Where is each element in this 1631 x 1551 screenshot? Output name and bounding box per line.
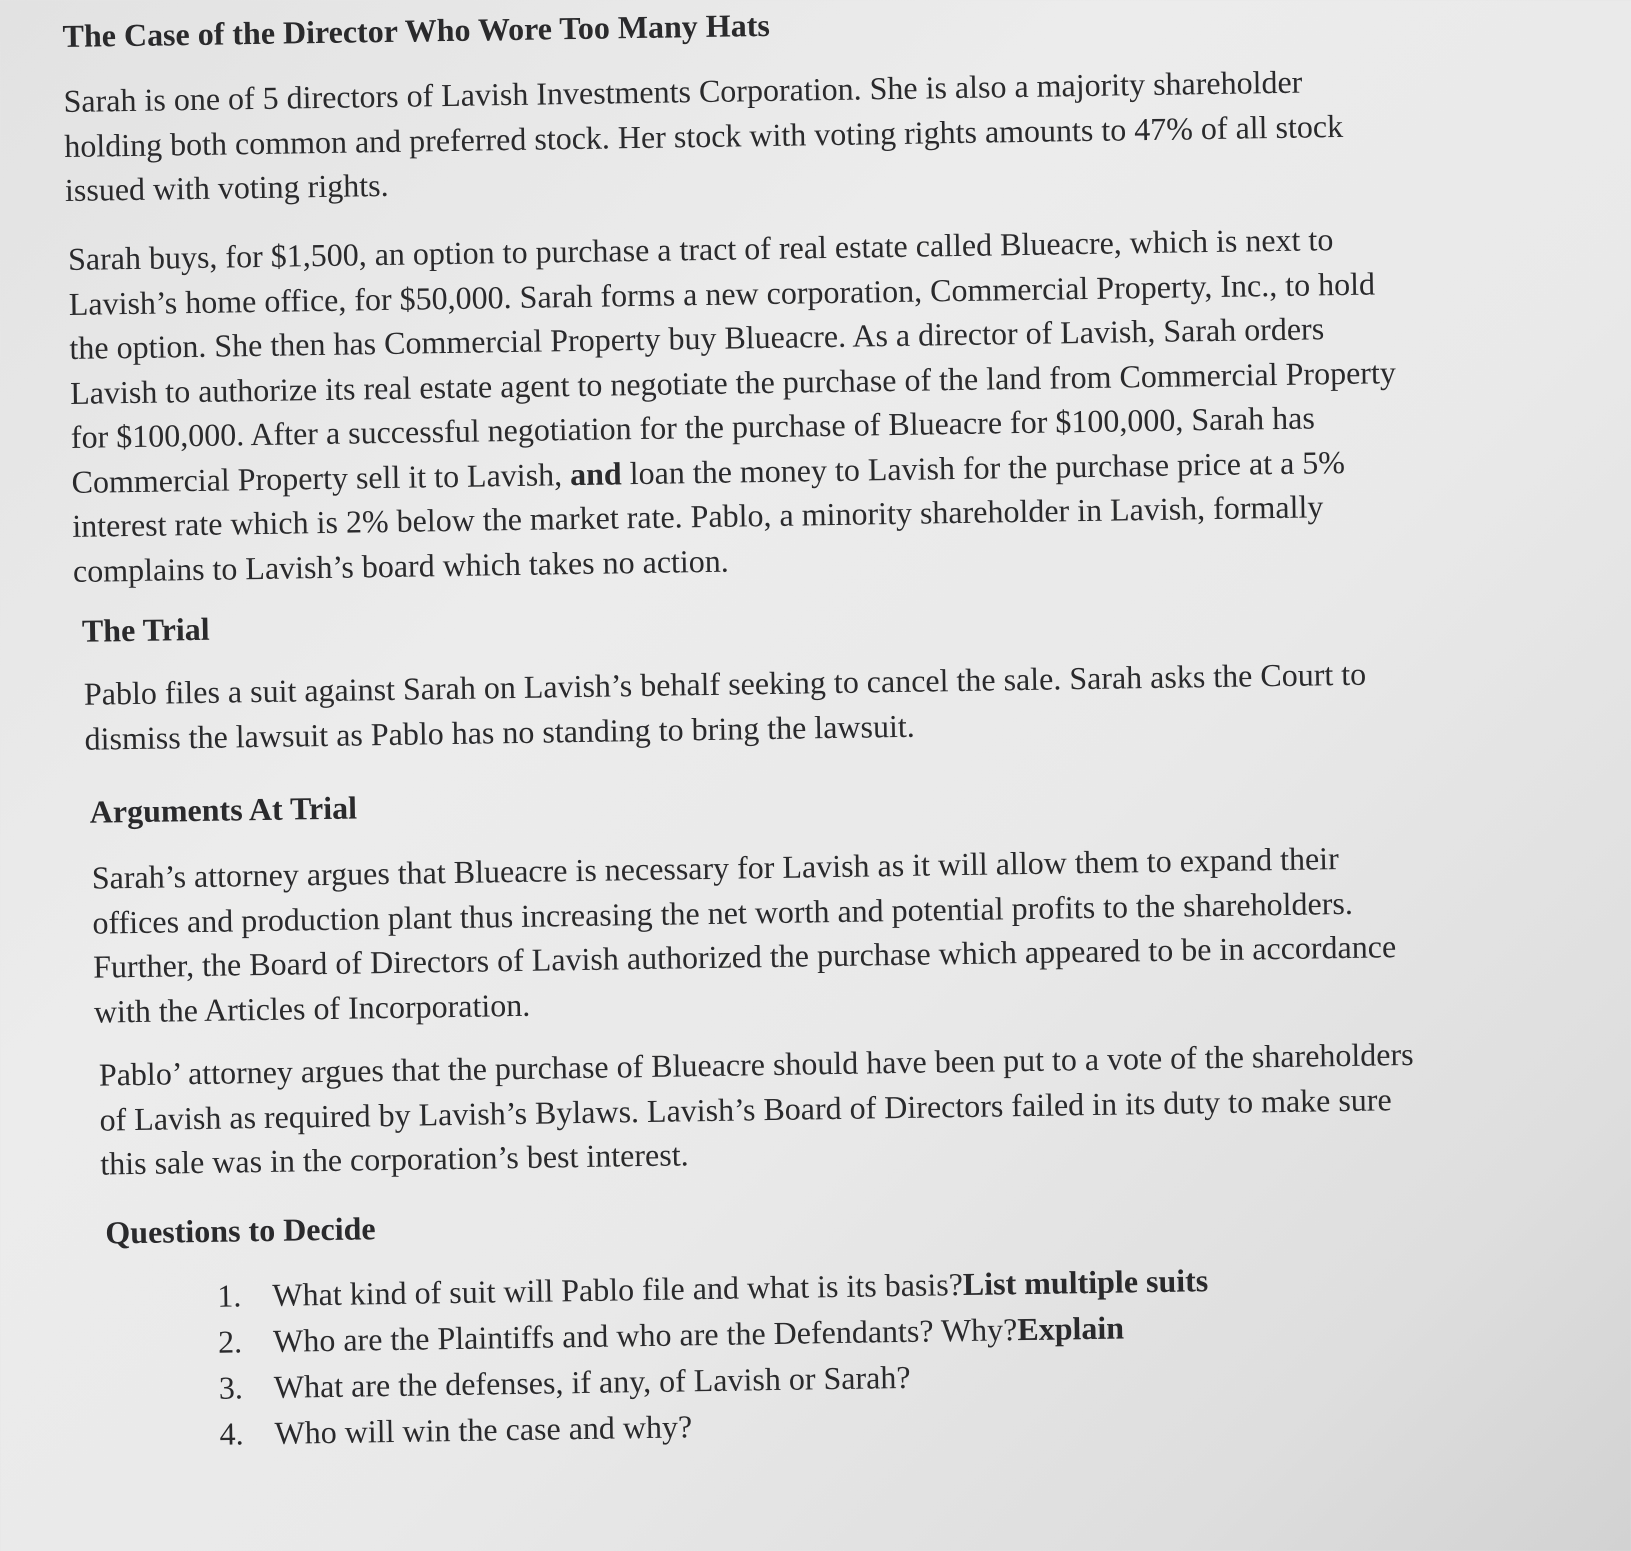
question-number: 2. <box>217 1323 243 1360</box>
question-text: What are the defenses, if any, of Lavish or Sarah? <box>273 1358 911 1405</box>
facts-line: the option. She then has Commercial Property buy Blueacre. As a director of Lavish, Sarah orders <box>69 310 1325 366</box>
document-title: The Case of the Director Who Wore Too Many Hats <box>62 6 771 55</box>
pablo-argument-line: of Lavish as required by Lavish’s Bylaws. Lavish’s Board of Directors failed in its duty to make sure <box>99 1080 1392 1138</box>
trial-paragraph <box>84 649 1555 761</box>
intro-line: issued with voting rights. <box>64 166 389 209</box>
question-number: 3. <box>218 1369 244 1406</box>
pablo-argument-paragraph <box>99 1029 1571 1186</box>
pablo-argument-line: Pablo’ attorney argues that the purchase of Blueacre should have been put to a vote of the shareholders <box>98 1035 1414 1093</box>
intro-paragraph <box>63 56 1535 213</box>
facts-line: Lavish’s home office, for $50,000. Sarah forms a new corporation, Commercial Property, Inc., to hold <box>68 264 1376 322</box>
trial-line: Pablo files a suit against Sarah on Lavish’s behalf seeking to cancel the sale. Sarah asks the Court to <box>83 655 1367 712</box>
questions-list <box>217 1257 1211 1457</box>
facts-line: interest rate which is 2% below the market rate. Pablo, a minority shareholder in Lavish, formally <box>71 488 1324 544</box>
question-emphasis: Explain <box>1017 1309 1125 1348</box>
question-number: 1. <box>217 1277 242 1314</box>
sarah-argument-line: with the Articles of Incorporation. <box>93 986 531 1030</box>
question-text: Who are the Plaintiffs and who are the Defendants? Why? <box>272 1311 1018 1359</box>
question-emphasis: List multiple suits <box>962 1262 1209 1303</box>
pablo-argument-line: this sale was in the corporation’s best interest. <box>100 1136 689 1182</box>
facts-line-text: Commercial Property sell it to Lavish, <box>71 455 571 500</box>
facts-line: complains to Lavish’s board which takes no action. <box>72 542 730 589</box>
question-text: Who will win the case and why? <box>274 1408 693 1451</box>
questions-heading: Questions to Decide <box>105 1210 376 1251</box>
sarah-argument-line: Sarah’s attorney argues that Blueacre is necessary for Lavish as it will allow them to expand their <box>91 840 1339 896</box>
intro-line: holding both common and preferred stock. Her stock with voting rights amounts to 47% of all stock <box>64 107 1344 164</box>
arguments-heading: Arguments At Trial <box>89 789 358 830</box>
trial-line: dismiss the lawsuit as Pablo has no standing to bring the lawsuit. <box>84 707 915 757</box>
facts-line: Lavish to authorize its real estate agent to negotiate the purchase of the land from Commercial Property <box>69 353 1397 411</box>
facts-emphasis: and <box>569 454 622 492</box>
sarah-argument-line: offices and production plant thus increasing the net worth and potential profits to the shareholders. <box>92 884 1354 941</box>
facts-paragraph <box>68 214 1543 593</box>
question-number: 4. <box>219 1415 244 1452</box>
trial-heading: The Trial <box>81 610 210 649</box>
intro-line: Sarah is one of 5 directors of Lavish Investments Corporation. She is also a majority shareholder <box>63 63 1303 120</box>
facts-line: Sarah buys, for $1,500, an option to purchase a tract of real estate called Blueacre, which is next to <box>67 221 1334 277</box>
sarah-argument-line: Further, the Board of Directors of Lavish authorized the purchase which appeared to be in accordance <box>92 928 1397 985</box>
question-text: What kind of suit will Pablo file and what is its basis? <box>272 1266 964 1313</box>
facts-line-text: loan the money to Lavish for the purchase price at a 5% <box>621 443 1346 491</box>
facts-line: for $100,000. After a successful negotiation for the purchase of Blueacre for $100,000, Sarah has <box>70 399 1316 455</box>
sarah-argument-paragraph <box>91 833 1564 1034</box>
